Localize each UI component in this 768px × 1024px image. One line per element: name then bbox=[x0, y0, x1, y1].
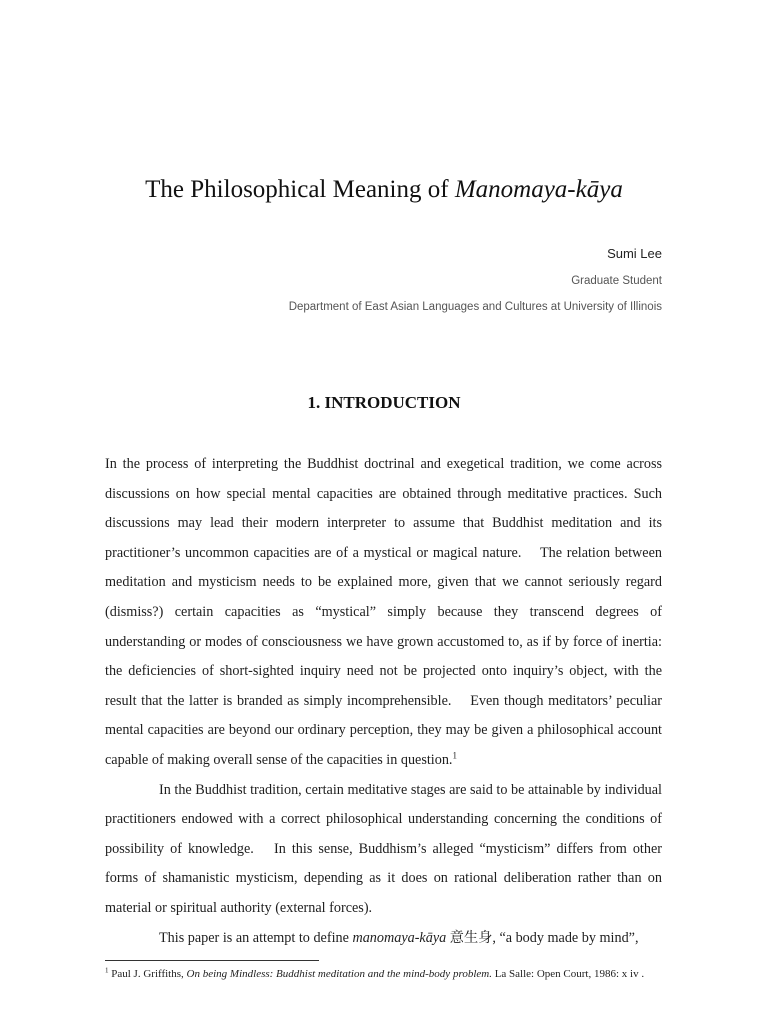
author-role: Graduate Student bbox=[571, 275, 662, 287]
paper-title-term: Manomaya-kāya bbox=[454, 176, 623, 203]
paragraph-1-text: In the process of interpreting the Buddhist doctrinal and exegetical tradition, we come across discussions on how special mental capacities are obtained through meditative practices. Such discussions may lead their modern interpreter to assume that Buddhist meditation and its practitioner’s uncommon capacities are of a mystical or magical nature. The relation between meditation and mysticism needs to be explained more, given that we cannot seriously regard (dismiss?) certain capacities as “mystical” simply because they transcend degrees of understanding or modes of consciousness we have grown accustomed to, as if by force of inertia: the deficiencies of short-sighted inquiry need not be projected onto inquiry’s object, with the result that the latter is branded as simply incomprehensible. Even though meditators’ peculiar mental capacities are beyond our ordinary perception, they may be given a philosophical account capable of making overall sense of the capacities in question. bbox=[105, 456, 662, 768]
author-name: Sumi Lee bbox=[607, 246, 662, 261]
footnote-divider bbox=[105, 960, 319, 961]
footnote-1 bbox=[105, 966, 662, 982]
footnote-book-title: On being Mindless: Buddhist meditation and the mind-body problem. bbox=[186, 968, 492, 980]
paragraph-3-tail: , “a body made by mind”, bbox=[492, 929, 639, 946]
author-department: Department of East Asian Languages and Cultures at University of Illinois bbox=[288, 301, 662, 313]
paper-title-prefix: The Philosophical Meaning of bbox=[145, 176, 455, 203]
paragraph-2: In the Buddhist tradition, certain meditative stages are said to be attainable by individual practitioners endowed with a correct philosophical understanding concerning the conditions of possibility of knowledge. In this sense, Buddhism’s alleged “mysticism” differs from other forms of shamanistic mysticism, depending as it does on rational deliberation rather than on material or spiritual authority (external forces). bbox=[105, 781, 662, 916]
paper-title bbox=[0, 176, 768, 204]
body-text bbox=[105, 450, 662, 953]
author-block bbox=[289, 246, 662, 313]
paragraph-3-lead: This paper is an attempt to define bbox=[159, 929, 353, 946]
paragraph-3-chinese: 意生身 bbox=[446, 929, 493, 946]
footnote-ref-1[interactable]: 1 bbox=[452, 750, 457, 761]
paragraph-1 bbox=[105, 450, 662, 776]
footnote-number: 1 bbox=[105, 966, 109, 975]
paragraph-3-term: manomaya-kāya bbox=[352, 929, 447, 946]
footnote-publisher: La Salle: Open Court, 1986: x iv . bbox=[491, 968, 645, 980]
footnote-author: Paul J. Griffiths, bbox=[108, 968, 187, 980]
paragraph-3 bbox=[105, 924, 662, 954]
section-heading: 1. INTRODUCTION bbox=[307, 393, 461, 412]
